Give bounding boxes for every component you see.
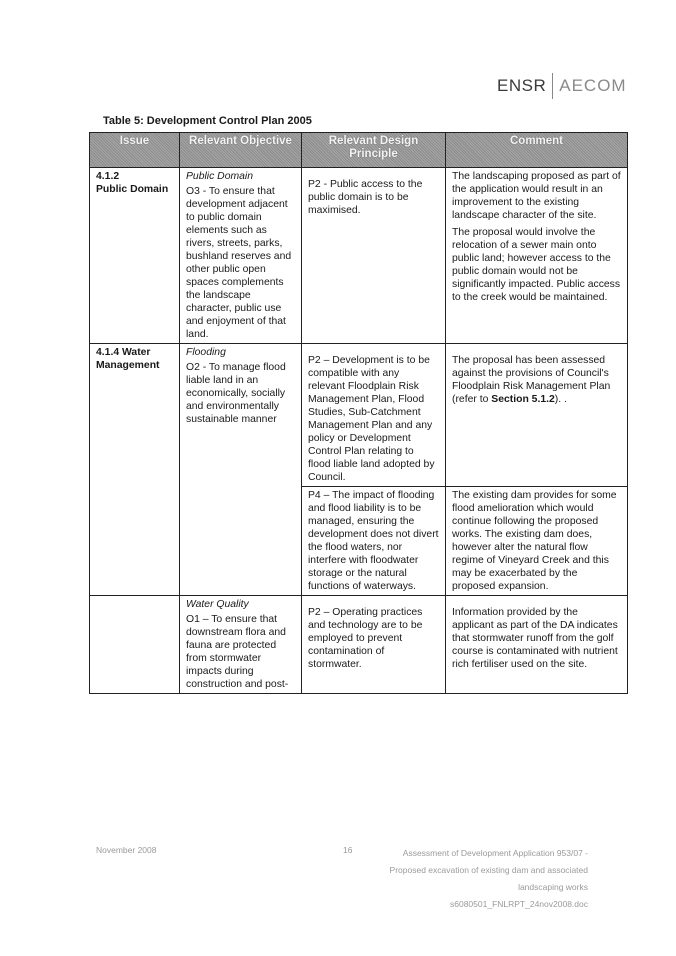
comment-text: ). .: [554, 394, 567, 405]
table-row: [90, 344, 628, 487]
comment-paragraph: The landscaping proposed as part of the application would result in an improvement to the existing landscape character of the site.: [452, 171, 621, 221]
table-row: [90, 168, 628, 344]
comment-cell: The existing dam provides for some flood amelioration which would continue following the proposed works. The existing dam does, however alter the natural flow regime of Vineyard Creek and this may be exacerbated by the proposed expansion.: [446, 487, 628, 596]
comment-text: The proposal has been assessed against the provisions of Council's Floodplain Risk Management Plan (refer to: [452, 355, 611, 405]
comment-paragraph: [452, 354, 621, 406]
section-reference: Section 5.1.2: [491, 394, 555, 405]
footer-line: Proposed excavation of existing dam and associated: [389, 865, 588, 875]
header-comment: Comment: [446, 133, 628, 168]
table-title: Table 5: Development Control Plan 2005: [103, 115, 312, 127]
comment-cell: [446, 344, 628, 487]
objective-text: O3 - To ensure that development adjacent to public domain elements such as rivers, streets, parks, bushland reserves and other public open spaces complements the landscape character, public use and enjoyment of that land.: [186, 186, 292, 340]
company-logo: [497, 72, 627, 100]
principle-cell: P4 – The impact of flooding and flood liability is to be managed, ensuring the development does not divert the flood waters, nor interfere with floodwater storage or the natural functions of waterways.: [302, 487, 446, 596]
objective-cell: [180, 168, 302, 344]
logo-aecom: AECOM: [559, 76, 627, 95]
footer-line: landscaping works: [518, 882, 588, 892]
logo-divider: [552, 73, 553, 99]
objective-heading: Public Domain: [186, 171, 253, 182]
development-control-table: [89, 132, 628, 694]
header-issue: Issue: [90, 133, 180, 168]
footer-document-info: [390, 845, 588, 913]
issue-number: 4.1.2: [96, 171, 120, 182]
objective-cell: [180, 596, 302, 694]
principle-cell: [302, 596, 446, 694]
issue-cell: 4.1.4 Water Management: [90, 344, 180, 596]
footer-filename: s6080501_FNLRPT_24nov2008.doc: [450, 899, 588, 909]
objective-heading: Flooding: [186, 347, 226, 358]
objective-heading: Water Quality: [186, 599, 249, 610]
header-relevant-objective: Relevant Objective: [180, 133, 302, 168]
footer-date: November 2008: [96, 845, 157, 855]
comment-cell: [446, 168, 628, 344]
principle-text: P2 – Development is to be compatible with any relevant Floodplain Risk Management Plan, Flood Studies, Sub-Catchment Management Plan and any policy or Development Control Plan relating to flood liable land adopted by Council.: [308, 355, 435, 483]
principle-cell: [302, 168, 446, 344]
header-relevant-design-principle: Relevant Design Principle: [302, 133, 446, 168]
comment-text: Information provided by the applicant as part of the DA indicates that stormwater runoff from the golf course is contaminated with nutrient rich fertiliser used on the site.: [452, 607, 618, 670]
table-header-row: [90, 133, 628, 168]
table-row: [90, 596, 628, 694]
footer-line: Assessment of Development Application 953/07 -: [402, 848, 588, 858]
logo-ensr: ENSR: [497, 76, 547, 95]
objective-text: O2 - To manage flood liable land in an economically, socially and environmentally sustainable manner: [186, 362, 286, 425]
issue-cell: [90, 168, 180, 344]
objective-cell: [180, 344, 302, 596]
principle-text: P2 - Public access to the public domain is to be maximised.: [308, 179, 423, 216]
issue-cell: [90, 596, 180, 694]
objective-text: O1 – To ensure that downstream flora and fauna are protected from stormwater impacts during construction and post-: [186, 614, 289, 690]
comment-cell: [446, 596, 628, 694]
footer-page-number: 16: [343, 845, 353, 855]
principle-cell: [302, 344, 446, 487]
comment-paragraph: The proposal would involve the relocation of a sewer main onto public land; however access to the public domain would not be significantly impacted. Public access to the creek would be maintained.: [452, 227, 621, 303]
principle-text: P2 – Operating practices and technology are to be employed to prevent contamination of stormwater.: [308, 607, 423, 670]
issue-name: Public Domain: [96, 184, 169, 195]
